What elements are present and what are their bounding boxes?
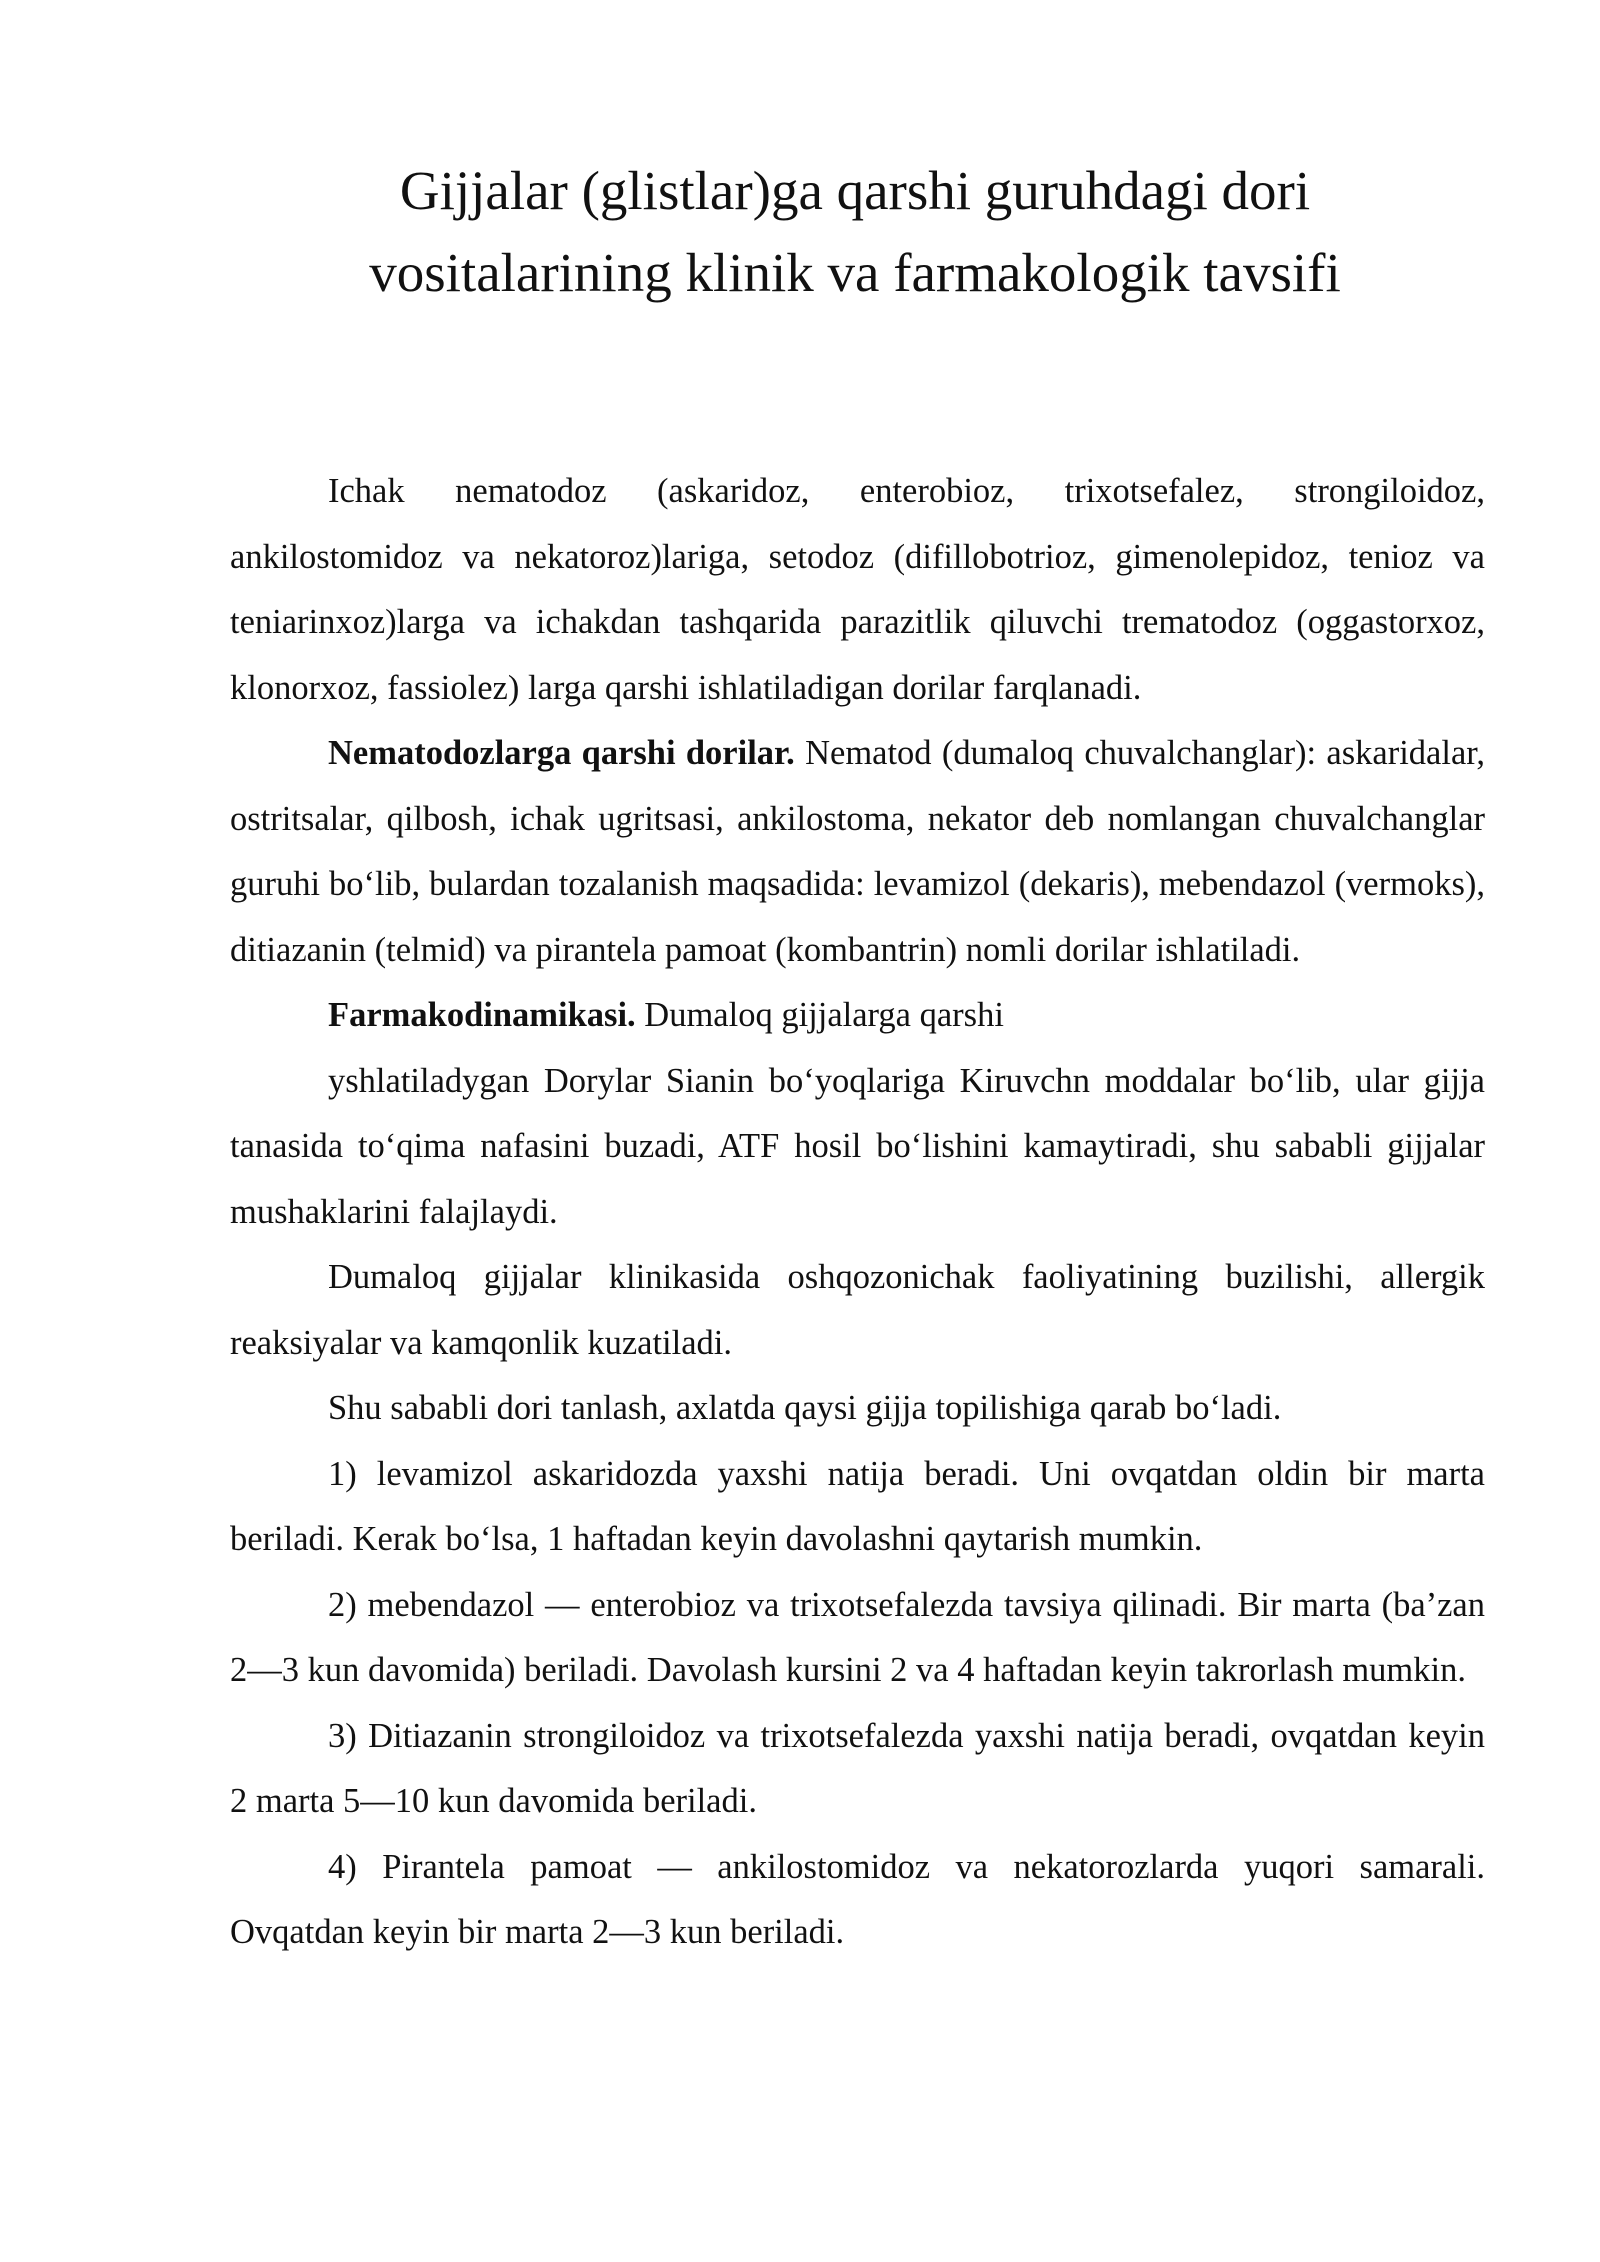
title-line-1: Gijjalar (glistlar)ga qarshi guruhdagi dori: [399, 160, 1311, 221]
list-item-mebendazol: 2) mebendazol — enterobioz va trixotsefalezda tavsiya qilinadi. Bir marta (ba’zan 2—3 kun davomida) beriladi. Davolash kursini 2 va 4 haftadan keyin takrorlash mumkin.: [230, 1585, 1485, 1689]
document-title: [230, 150, 1485, 314]
title-line-2: vositalarining klinik va farmakologik tavsifi: [369, 242, 1341, 303]
paragraph-pharmacodynamics: Farmakodinamikasi. Dumaloq gijjalarga qarshi: [328, 996, 1004, 1034]
list-item-ditiazanin: 3) Ditiazanin strongiloidoz va trixotsefalezda yaxshi natija beradi, ovqatdan keyin 2 marta 5—10 kun davomida beriladi.: [230, 1716, 1485, 1820]
paragraph-intro: Ichak nematodoz (askaridoz, enterobioz, trixotsefalez, strongiloidoz, ankilostomidoz va nekatoroz)lariga, setodoz (difillobotrioz, gimenolepidoz, tenioz va teniarinxoz)larga va ichakdan tashqarida parazitlik qiluvchi trematodoz (oggastorxoz, klonorxoz, fassiolez) larga qarshi ishlatiladigan dorilar farqlanadi.: [230, 472, 1485, 707]
document-body: [230, 459, 1485, 1966]
section-heading-pharmacodynamics: Farmakodinamikasi.: [328, 996, 636, 1034]
list-item-pirantela: 4) Pirantela pamoat — ankilostomidoz va nekatorozlarda yuqori samarali. Ovqatdan keyin bir marta 2—3 kun beriladi.: [230, 1847, 1485, 1951]
paragraph-mechanism: yshlatiladygan Dorylar Sianin bo‘yoqlariga Kiruvchn moddalar bo‘lib, ular gijja tanasida to‘qima nafasini buzadi, ATF hosil bo‘lishini kamaytiradi, shu sababli gijjalar mushaklarini falajlaydi.: [230, 1061, 1485, 1231]
paragraph-nematodes: Nematodozlarga qarshi dorilar. Nematod (dumaloq chuvalchanglar): askaridalar, ostritsalar, qilbosh, ichak ugritsasi, ankilostoma, nekator deb nomlangan chuvalchanglar guruhi bo‘lib, bulardan tozalanish maqsadida: levamizol (dekaris), mebendazol (vermoks), ditiazanin (telmid) va pirantela pamoat (kombantrin) nomli dorilar ishlatiladi.: [230, 734, 1485, 969]
paragraph-selection: Shu sababli dori tanlash, axlatda qaysi gijja topilishiga qarab bo‘ladi.: [328, 1389, 1282, 1427]
section-heading-nematodes: Nematodozlarga qarshi dorilar.: [328, 734, 795, 772]
list-item-levamizol: 1) levamizol askaridozda yaxshi natija beradi. Uni ovqatdan oldin bir marta beriladi. Kerak bo‘lsa, 1 haftadan keyin davolashni qaytarish mumkin.: [230, 1454, 1485, 1558]
paragraph-clinic: Dumaloq gijjalar klinikasida oshqozonichak faoliyatining buzilishi, allergik reaksiyalar va kamqonlik kuzatiladi.: [230, 1258, 1485, 1362]
